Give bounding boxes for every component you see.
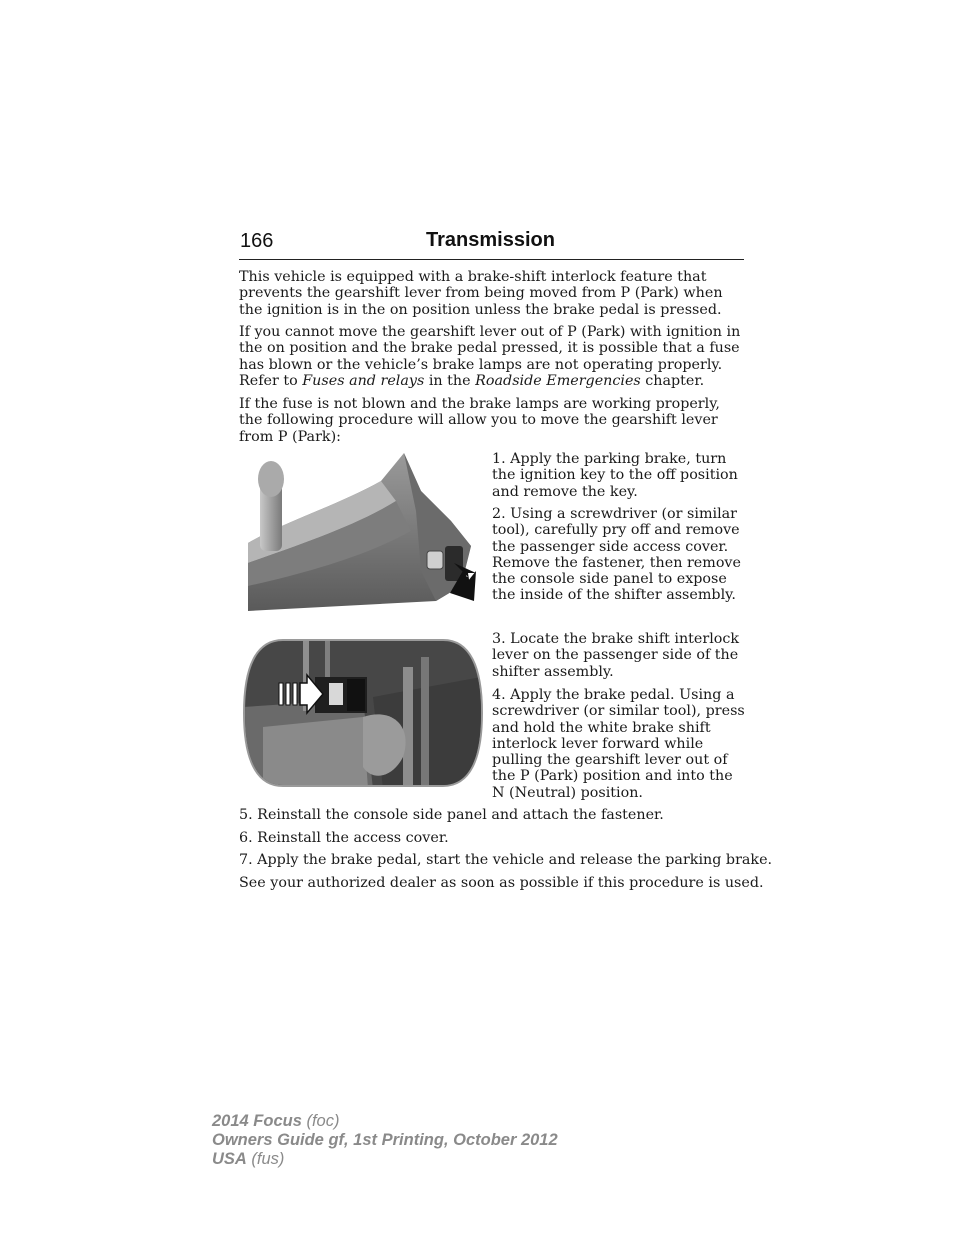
footer-region-code: (fus)	[246, 1150, 285, 1168]
step-7: 7. Apply the brake pedal, start the vehicle and release the parking brake.	[239, 852, 773, 868]
page-number: 166	[240, 230, 274, 252]
roadside-emergencies-reference: Roadside Emergencies	[475, 372, 641, 389]
footer-model-code: (foc)	[301, 1112, 340, 1130]
fuses-relays-reference: Fuses and relays	[302, 372, 425, 389]
step-4: 4. Apply the brake pedal. Using a screwdriver (or similar tool), press and hold the white brake shift interlock lever forward while pulling the gearshift lever out of the P (Park) position and into the N (Neutral) position.	[492, 687, 745, 801]
intro-paragraph-2: If you cannot move the gearshift lever out of P (Park) with ignition in the on position and the brake pedal pressed, it is possible that a fuse has blown or the vehicle’s brake lamps are not operating properly. Refer to Fuses and relays in the Roadside Emergencies chapter.	[239, 324, 741, 389]
footer-guide: Owners Guide gf, 1st Printing, October 2012	[212, 1131, 558, 1149]
closing-note: See your authorized dealer as soon as possible if this procedure is used.	[239, 875, 764, 891]
footer-region: USA	[212, 1150, 247, 1168]
interlock-lever-illustration	[243, 637, 483, 789]
intro-paragraph-1: This vehicle is equipped with a brake-shift interlock feature that prevents the gearshift lever from being moved from P (Park) when the ignition is in the on position unless the brake pedal is pressed.	[239, 269, 723, 318]
page-title: Transmission	[426, 229, 555, 251]
step-5: 5. Reinstall the console side panel and attach the fastener.	[239, 807, 664, 823]
intro-paragraph-3: If the fuse is not blown and the brake lamps are working properly, the following procedure will allow you to move the gearshift lever from P (Park):	[239, 396, 720, 445]
footer-model: 2014 Focus	[212, 1112, 302, 1130]
console-side-panel-illustration	[246, 451, 478, 613]
step-2: 2. Using a screwdriver (or similar tool), carefully pry off and remove the passenger side access cover. Remove the fastener, then remove the console side panel to expose the inside of the shifter assembly.	[492, 506, 741, 604]
step-1: 1. Apply the parking brake, turn the ignition key to the off position and remove the key.	[492, 451, 738, 500]
page-footer	[212, 1112, 558, 1169]
step-6: 6. Reinstall the access cover.	[239, 830, 449, 846]
step-3: 3. Locate the brake shift interlock lever on the passenger side of the shifter assembly.	[492, 631, 740, 680]
page-header	[239, 229, 744, 260]
